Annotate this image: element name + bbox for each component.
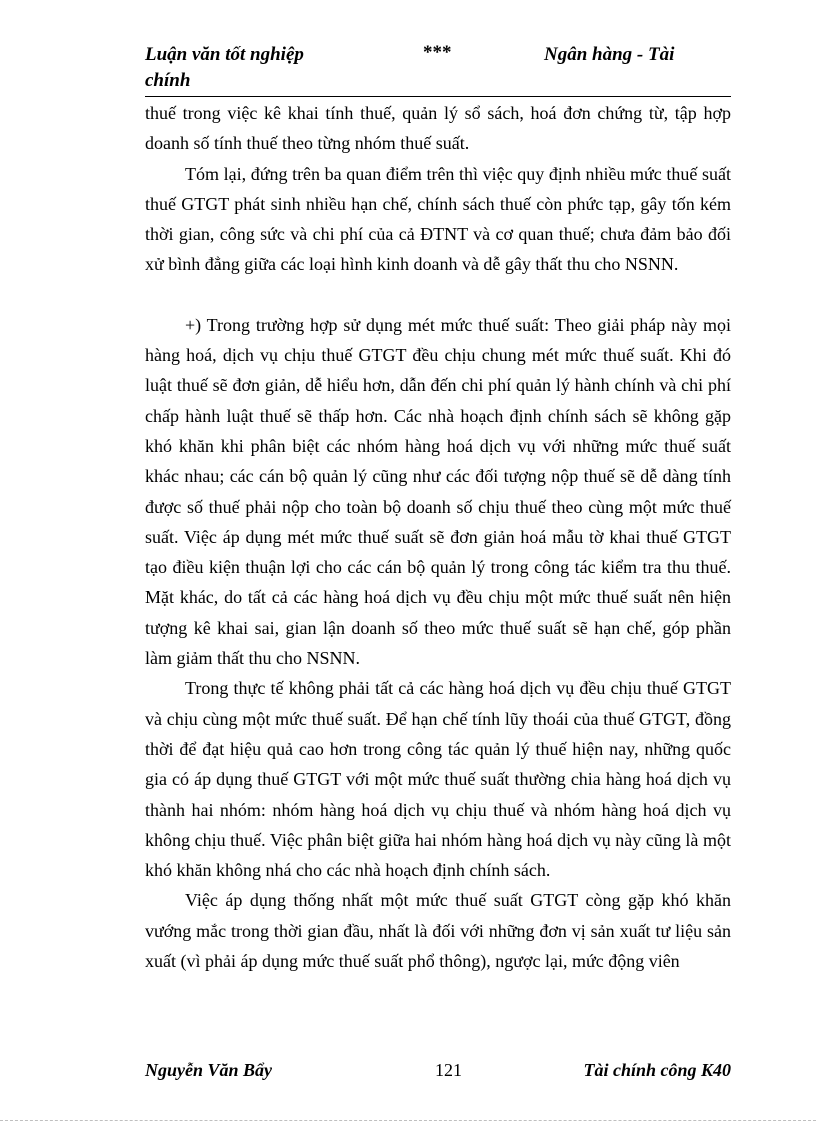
page-edge-divider [0, 1120, 816, 1121]
footer-author: Nguyễn Văn Bẩy [145, 1060, 273, 1080]
page-header [145, 40, 731, 97]
footer-course: Tài chính công K40 [583, 1060, 731, 1080]
header-left-line2: chính [145, 70, 191, 91]
paragraph-single-rate: +) Trong trường hợp sử dụng mét mức thuế suất: Theo giải pháp này mọi hàng hoá, dịch vụ chịu thuế GTGT đều chịu chung mét mức thuế suất. Khi đó luật thuế sẽ đơn giản, dễ hiểu hơn, dẫn đến chi phí quản lý hành chính và chi phí chấp hành luật thuế sẽ thấp hơn. Các nhà hoạch định chính sách sẽ không gặp khó khăn khi phân biệt các nhóm hàng hoá dịch vụ với những mức thuế suất khác nhau; các cán bộ quản lý cũng như các đối tượng nộp thuế sẽ dễ dàng tính được số thuế phải nộp cho toàn bộ doanh số chịu thuế theo cùng một mức thuế suất. Việc áp dụng mét mức thuế suất sẽ đơn giản hoá mẫu tờ khai thuế GTGT tạo điều kiện thuận lợi cho các cán bộ quản lý trong công tác kiểm tra thu thuế. Mặt khác, do tất cả các hàng hoá dịch vụ đều chịu một mức thuế suất nên hiện tượng kê khai sai, gian lận doanh số theo mức thuế suất sẽ hạn chế, góp phần làm giảm thất thu cho NSNN. [145, 314, 731, 669]
header-department: Ngân hàng - Tài [544, 44, 675, 65]
paragraph-continuation: thuế trong việc kê khai tính thuế, quản lý sổ sách, hoá đơn chứng từ, tập hợp doanh số tính thuế theo từng nhóm thuế suất. [145, 103, 731, 154]
header-stars: *** [423, 42, 452, 63]
paragraph-practice: Trong thực tế không phải tất cả các hàng hoá dịch vụ đều chịu thuế GTGT và chịu cùng một mức thuế suất. Để hạn chế tính lũy thoái của thuế GTGT, đồng thời để đạt hiệu quả cao hơn trong công tác quản lý thuế hiện nay, những quốc gia có áp dụng thuế GTGT với một mức thuế suất thường chia hàng hoá dịch vụ thành hai nhóm: nhóm hàng hoá dịch vụ chịu thuế và nhóm hàng hoá dịch vụ không chịu thuế. Việc phân biệt giữa hai nhóm hàng hoá dịch vụ này cũng là một khó khăn không nhá cho các nhà hoạch định chính sách. [145, 678, 731, 881]
paragraph-difficulties: Việc áp dụng thống nhất một mức thuế suất GTGT còng gặp khó khăn vướng mắc trong thời gian đầu, nhất là đối với những đơn vị sản xuất tư liệu sản xuất (vì phải áp dụng mức thuế suất phổ thông), ngược lại, mức động viên [145, 890, 731, 972]
header-thesis-title [145, 42, 304, 94]
page-footer [145, 1060, 731, 1086]
document-body [145, 98, 731, 976]
footer-page-number: 121 [435, 1060, 462, 1080]
header-left-line1: Luận văn tốt nghiệp [145, 44, 304, 65]
paragraph-summary: Tóm lại, đứng trên ba quan điểm trên thì việc quy định nhiều mức thuế suất thuế GTGT phát sinh nhiều hạn chế, chính sách thuế còn phức tạp, gây tốn kém thời gian, công sức và chi phí của cả ĐTNT và cơ quan thuế; chưa đảm bảo đối xử bình đẳng giữa các loại hình kinh doanh và dễ gây thất thu cho NSNN. [145, 163, 731, 275]
